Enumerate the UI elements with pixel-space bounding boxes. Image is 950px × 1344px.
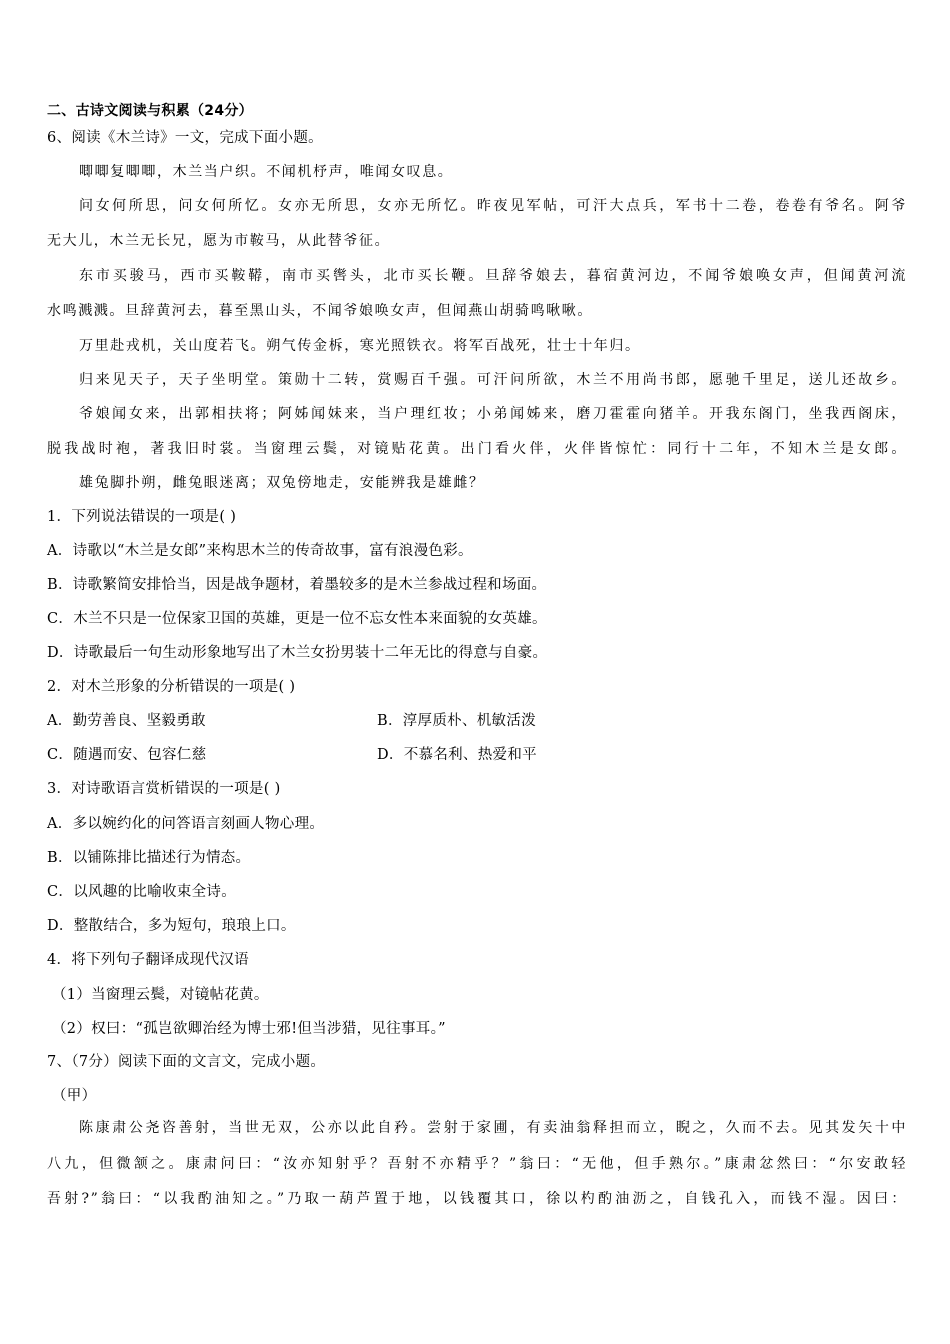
poem-line: 归来见天子，天子坐明堂。策勋十二转，赏赐百千强。可汗问所欲，木兰不用尚书郎，愿驰千里足，送儿还故乡。	[79, 372, 907, 388]
poem-line: 问女何所思，问女何所忆。女亦无所思，女亦无所忆。昨夜见军帖，可汗大点兵，军书十二卷，卷卷有爷名。阿爷	[79, 198, 907, 214]
q3-stem: 3．对诗歌语言赏析错误的一项是( )	[47, 781, 281, 797]
passage-line: 陈康肃公尧咨善射，当世无双，公亦以此自矜。尝射于家圃，有卖油翁释担而立，睨之，久而不去。见其发矢十中	[79, 1120, 907, 1136]
poem-line: 雄兔脚扑朔，雌兔眼迷离；双兔傍地走，安能辨我是雄雌？	[79, 475, 485, 491]
q4-stem: 4．将下列句子翻译成现代汉语	[47, 952, 249, 968]
q2-option-d: D．不慕名利、热爱和平	[377, 747, 537, 763]
poem-line: 脱我战时袍，著我旧时裳。当窗理云鬓，对镜贴花黄。出门看火伴，火伴皆惊忙：同行十二年，不知木兰是女郎。	[47, 441, 907, 457]
q2-stem: 2．对木兰形象的分析错误的一项是( )	[47, 679, 296, 695]
poem-line: 无大儿，木兰无长兄，愿为市鞍马，从此替爷征。	[47, 233, 391, 249]
q7-intro: 7、（7分）阅读下面的文言文，完成小题。	[47, 1054, 326, 1070]
q1-option-c: C．木兰不只是一位保家卫国的英雄，更是一位不忘女性本来面貌的女英雄。	[47, 611, 547, 627]
poem-line: 水鸣溅溅。旦辞黄河去，暮至黑山头，不闻爷娘唤女声，但闻燕山胡骑鸣啾啾。	[47, 303, 593, 319]
q7-passage-label: （甲）	[52, 1088, 97, 1104]
passage-line: 八九，但微颔之。康肃问曰：“汝亦知射乎？吾射不亦精乎？”翁曰：“无他，但手熟尔。”康肃忿然曰：“尔安敢轻	[47, 1156, 907, 1172]
q4-sentence-1: （1）当窗理云鬓，对镜帖花黄。	[52, 987, 269, 1003]
poem-line: 爷娘闻女来，出郭相扶将；阿姊闻妹来，当户理红妆；小弟闻姊来，磨刀霍霍向猪羊。开我东阁门，坐我西阁床，	[79, 406, 907, 422]
poem-line: 东市买骏马，西市买鞍鞯，南市买辔头，北市买长鞭。旦辞爷娘去，暮宿黄河边，不闻爷娘唤女声，但闻黄河流	[79, 268, 907, 284]
passage-line: 吾射?”翁曰：“以我酌油知之。”乃取一葫芦置于地，以钱覆其口，徐以杓酌油沥之，自钱孔入，而钱不湿。因曰：	[47, 1191, 907, 1207]
q3-option-d: D．整散结合，多为短句，琅琅上口。	[47, 918, 296, 934]
q2-option-a: A．勤劳善良、坚毅勇敢	[47, 713, 206, 729]
q6-intro: 6、阅读《木兰诗》一文，完成下面小题。	[47, 130, 323, 146]
q1-option-d: D．诗歌最后一句生动形象地写出了木兰女扮男装十二年无比的得意与自豪。	[47, 645, 548, 661]
poem-line: 唧唧复唧唧，木兰当户织。不闻机杼声，唯闻女叹息。	[79, 164, 454, 180]
q2-option-b: B．淳厚质朴、机敏活泼	[377, 713, 536, 729]
section-heading: 二、古诗文阅读与积累（24分）	[47, 103, 253, 119]
q3-option-c: C．以风趣的比喻收束全诗。	[47, 884, 236, 900]
q3-option-a: A．多以婉约化的问答语言刻画人物心理。	[47, 816, 325, 832]
q4-sentence-2: （2）权曰：“孤岂欲卿治经为博士邪!但当涉猎，见往事耳。”	[52, 1021, 446, 1037]
q2-option-c: C．随遇而安、包容仁慈	[47, 747, 207, 763]
q3-option-b: B．以铺陈排比描述行为情态。	[47, 850, 251, 866]
poem-line: 万里赴戎机，关山度若飞。朔气传金柝，寒光照铁衣。将军百战死，壮士十年归。	[79, 338, 641, 354]
q1-option-a: A．诗歌以“木兰是女郎”来构思木兰的传奇故事，富有浪漫色彩。	[47, 543, 473, 559]
q1-option-b: B．诗歌繁简安排恰当，因是战争题材，着墨较多的是木兰参战过程和场面。	[47, 577, 547, 593]
q1-stem: 1．下列说法错误的一项是( )	[47, 509, 237, 525]
